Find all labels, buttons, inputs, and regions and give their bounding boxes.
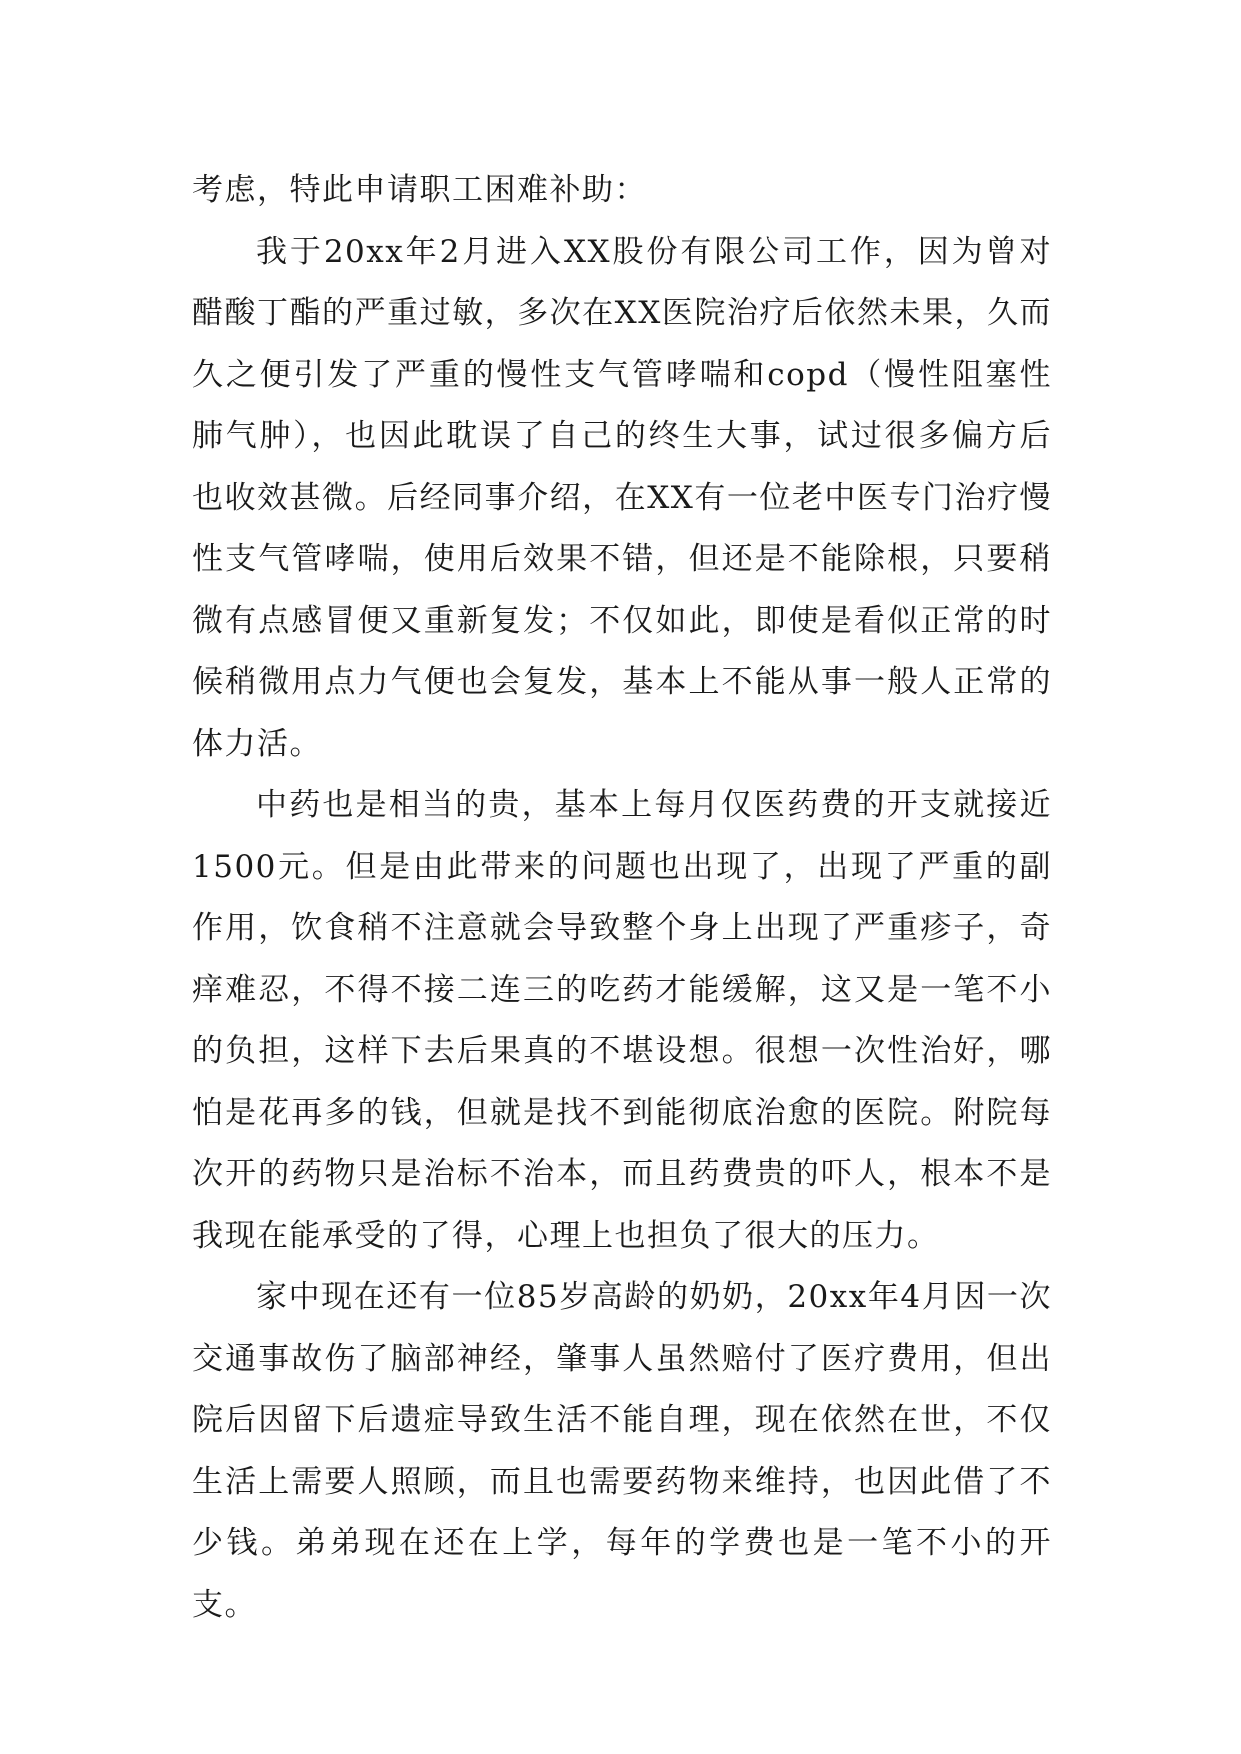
paragraph-medical-cost: 中药也是相当的贵，基本上每月仅医药费的开支就接近1500元。但是由此带来的问题也出现了，出现了严重的副作用，饮食稍不注意就会导致整个身上出现了严重疹子，奇痒难忍，不得不接二连三的吃药才能缓解，这又是一笔不小的负担，这样下去后果真的不堪设想。很想一次性治好，哪怕是花再多的钱，但就是找不到能彻底治愈的医院。附院每次开的药物只是治标不治本，而且药费贵的吓人，根本不是我现在能承受的了得，心理上也担负了很大的压力。: [192, 787, 1052, 1254]
paragraph-illness: 我于20xx年2月进入XX股份有限公司工作，因为曾对醋酸丁酯的严重过敏，多次在XX医院治疗后依然未果，久而久之便引发了严重的慢性支气管哮喘和copd（慢性阻塞性肺气肿），也因此耽误了自己的终生大事，试过很多偏方后也收效甚微。后经同事介绍，在XX有一位老中医专门治疗慢性支气管哮喘，使用后效果不错，但还是不能除根，只要稍微有点感冒便又重新复发；不仅如此，即使是看似正常的时候稍微用点力气便也会复发，基本上不能从事一般人正常的体力活。: [192, 233, 1052, 762]
paragraph-intro: 考虑，特此申请职工困难补助：: [192, 172, 647, 208]
paragraph-family-burden: 家中现在还有一位85岁高龄的奶奶，20xx年4月因一次交通事故伤了脑部神经，肇事人虽然赔付了医疗费用，但出院后因留下后遗症导致生活不能自理，现在依然在世，不仅生活上需要人照顾，而且也需要药物来维持，也因此借了不少钱。弟弟现在还在上学，每年的学费也是一笔不小的开支。: [192, 1279, 1052, 1623]
document-body: [192, 160, 1052, 1636]
